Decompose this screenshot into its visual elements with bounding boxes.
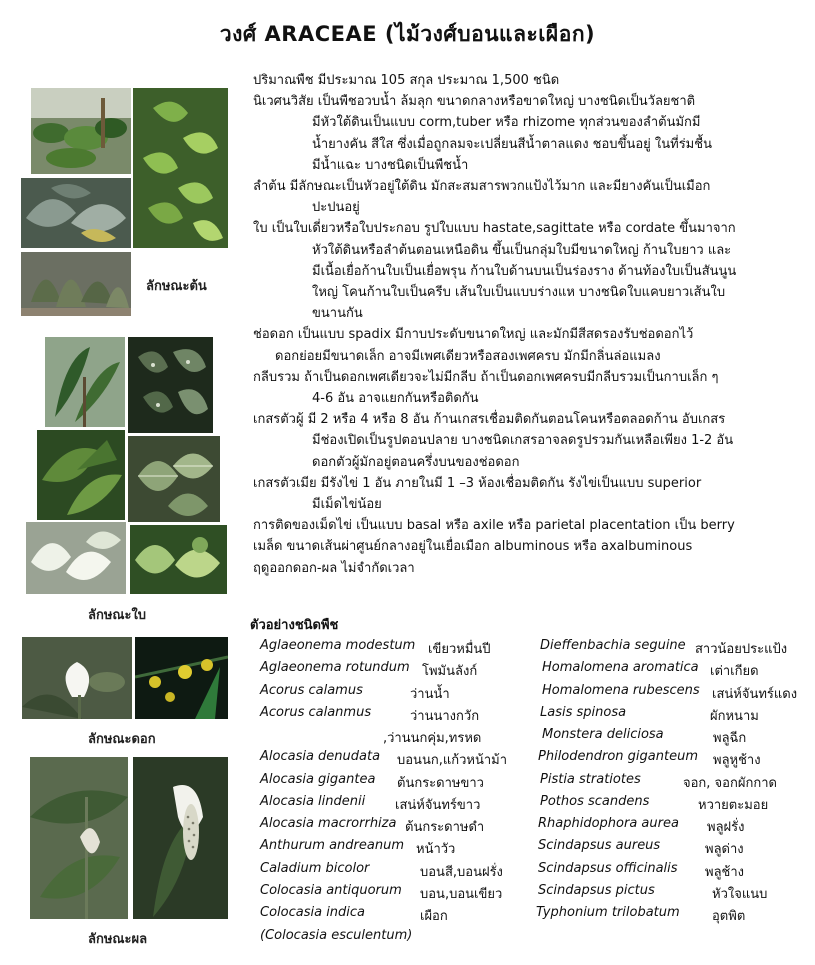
species-item xyxy=(260,638,415,653)
species-thai-name: พลูหูช้าง xyxy=(713,753,761,768)
species-sci-name: Aglaeonema rotundum xyxy=(260,660,410,675)
desc-stamen-cont-2: ดอกตัวผู้มักอยู่ตอนครึ่งบนของช่อดอก xyxy=(312,454,520,470)
species-thai-name: เสน่ห์จันทร์แดง xyxy=(712,687,798,702)
plant-photo-fruit-1 xyxy=(30,757,128,919)
plant-photo-leaf-2 xyxy=(128,337,213,433)
species-thai-name: พลูช้าง xyxy=(705,865,745,880)
species-sci-name: Aglaeonema modestum xyxy=(260,638,416,653)
species-thai-name: ว่านน้ำ xyxy=(410,687,450,702)
plant-photo-stem-2 xyxy=(133,88,228,248)
species-sci-name: Alocasia macrorrhiza xyxy=(260,816,397,831)
species-sci-name: Homalomena rubescens xyxy=(542,683,700,698)
desc-leaf-cont-2: มีเนื้อเยื่อก้านใบเป็นเยื่อพรุน ก้านใบด้านบนเป็นร่องราง ด้านท้องใบเป็นสันนูน xyxy=(312,263,737,279)
caption-fruit: ลักษณะผล xyxy=(88,932,148,947)
species-sci-name: Pistia stratiotes xyxy=(540,772,641,787)
species-thai-name: เผือก xyxy=(420,909,448,924)
desc-perianth-cont: 4-6 อัน อาจแยกกันหรือติดกัน xyxy=(312,391,479,407)
species-sci-name: Dieffenbachia seguine xyxy=(540,638,686,653)
species-item xyxy=(542,660,699,675)
species-sci-name: Anthurum andreanum xyxy=(260,838,404,853)
plant-photo-stem-4 xyxy=(21,252,131,316)
species-item xyxy=(538,816,679,831)
species-item xyxy=(260,928,412,943)
species-thai-name: สาวน้อยประแป้ง xyxy=(695,642,788,657)
plant-photo-leaf-3 xyxy=(37,430,125,520)
species-thai-name: ผักหนาม xyxy=(710,709,759,724)
desc-stem: ลำต้น มีลักษณะเป็นหัวอยู่ใต้ดิน มักสะสมสารพวกแป้งไว้มาก และมียางคันเป็นเมือก xyxy=(253,179,711,195)
species-item xyxy=(260,861,369,876)
species-sci-name: Monstera deliciosa xyxy=(542,727,664,742)
species-item xyxy=(540,705,626,720)
species-thai-name: เต่าเกียด xyxy=(710,664,759,679)
desc-habit-cont-3: มีน้ำแฉะ บางชนิดเป็นพืชน้ำ xyxy=(312,157,469,173)
species-sci-name: Alocasia denudata xyxy=(260,749,381,764)
species-thai-name: พลูฝรั่ง xyxy=(707,820,745,835)
species-item xyxy=(260,816,396,831)
species-thai-name: บอนสี,บอนฝรั่ง xyxy=(420,865,503,880)
species-item xyxy=(260,838,404,853)
species-thai-name: ต้นกระดาษขาว xyxy=(397,776,484,791)
species-thai-name: ต้นกระดาษดำ xyxy=(405,820,485,835)
species-thai-name: พลูด่าง xyxy=(705,842,744,857)
species-thai-name: จอก, จอกผักกาด xyxy=(683,776,777,791)
species-sci-name: Lasis spinosa xyxy=(540,705,627,720)
plant-photo-flower-2 xyxy=(135,637,228,719)
desc-leaf-cont-1: หัวใต้ดินหรือลำต้นตอนเหนือดิน ขึ้นเป็นกลุ่มใบมีขนาดใหญ่ ก้านใบยาว และ xyxy=(312,242,732,258)
species-sci-name: Colocasia indica xyxy=(260,905,366,920)
species-item xyxy=(536,905,680,920)
species-item xyxy=(540,638,686,653)
species-section-title: ตัวอย่างชนิดพืช xyxy=(250,618,339,633)
species-sci-name: Scindapsus pictus xyxy=(538,883,655,898)
species-thai-name: อุตพิต xyxy=(712,909,746,924)
desc-leaf-cont-3: ใหญ่ โคนก้านใบเป็นครีบ เส้นใบเป็นแบบร่างแห บางชนิดใบแคบยาวเส้นใบ xyxy=(312,285,726,301)
species-item xyxy=(260,905,365,920)
desc-placentation: การติดของเม็ดไข่ เป็นแบบ basal หรือ axile หรือ parietal placentation เป็น berry xyxy=(253,518,735,534)
species-item xyxy=(538,749,698,764)
plant-photo-leaf-6 xyxy=(130,525,227,594)
desc-leaf-cont-4: ขนานกัน xyxy=(312,306,363,322)
species-sci-name: Scindapsus aureus xyxy=(538,838,661,853)
species-sci-name: Pothos scandens xyxy=(540,794,650,809)
species-item xyxy=(542,683,700,698)
species-sci-name: Colocasia antiquorum xyxy=(260,883,402,898)
species-sci-name: Acorus calanmus xyxy=(260,705,372,720)
species-sci-name: Typhonium trilobatum xyxy=(536,905,680,920)
desc-leaf: ใบ เป็นใบเดี่ยวหรือใบประกอบ รูปใบแบบ hastate,sagittate หรือ cordate ขึ้นมาจาก xyxy=(253,221,736,237)
species-thai-name: บอน,บอนเขียว xyxy=(420,887,503,902)
plant-photo-fruit-2 xyxy=(133,757,228,919)
species-sci-name: Philodendron giganteum xyxy=(538,749,698,764)
species-thai-name: ,ว่านนกคุ่ม,ทรหด xyxy=(383,731,482,746)
species-item xyxy=(260,749,380,764)
species-sci-name: Homalomena aromatica xyxy=(542,660,699,675)
desc-seed: เมล็ด ขนาดเส้นผ่าศูนย์กลางอยู่ในเยื่อเมือก albuminous หรือ axalbuminous xyxy=(253,539,693,555)
desc-season: ฤดูออกดอก-ผล ไม่จำกัดเวลา xyxy=(253,560,415,576)
desc-stamen-cont-1: มีช่องเปิดเป็นรูปตอนปลาย บางชนิดเกสรอาจลดรูปรวมกันเหลือเพียง 1-2 อัน xyxy=(312,433,734,449)
plant-photo-leaf-5 xyxy=(26,522,126,594)
desc-perianth: กลีบรวม ถ้าเป็นดอกเพศเดียวจะไม่มีกลีบ ถ้าเป็นดอกเพศครบมีกลีบรวมเป็นกาบเล็ก ๆ xyxy=(253,369,719,385)
species-item xyxy=(540,794,649,809)
desc-stem-cont: ปะปนอยู่ xyxy=(312,200,360,216)
species-sci-name: Alocasia gigantea xyxy=(260,772,376,787)
species-item xyxy=(542,727,664,742)
species-item xyxy=(260,883,402,898)
desc-habit-cont-1: มีหัวใต้ดินเป็นแบบ corm,tuber หรือ rhizome ทุกส่วนของลำต้นมักมี xyxy=(312,115,701,131)
species-sci-name: Alocasia lindenii xyxy=(260,794,366,809)
species-sci-name: Rhaphidophora aurea xyxy=(538,816,679,831)
caption-stem: ลักษณะต้น xyxy=(146,279,207,294)
plant-photo-flower-1 xyxy=(22,637,132,719)
species-thai-name: เขียวหมื่นปี xyxy=(428,642,491,657)
species-thai-name: หัวใจแนบ xyxy=(712,887,768,902)
desc-pistil-cont: มีเม็ดไข่น้อย xyxy=(312,497,382,513)
plant-photo-leaf-1 xyxy=(45,337,125,427)
species-item xyxy=(538,883,655,898)
species-item xyxy=(538,861,678,876)
species-thai-name: พลูฉีก xyxy=(713,731,747,746)
species-sci-name: Caladium bicolor xyxy=(260,861,370,876)
page-title: วงศ์ ARACEAE (ไม้วงศ์บอนและเผือก) xyxy=(219,22,596,46)
species-sci-name: (Colocasia esculentum) xyxy=(260,928,413,943)
species-item xyxy=(260,660,410,675)
desc-stamen: เกสรตัวผู้ มี 2 หรือ 4 หรือ 8 อัน ก้านเกสรเชื่อมติดกันตอนโคนหรือตลอดก้าน อับเกสร xyxy=(253,412,726,428)
desc-pistil: เกสรตัวเมีย มีรังไข่ 1 อัน ภายในมี 1 –3 ห้องเชื่อมติดกัน รังไข่เป็นแบบ superior xyxy=(253,475,702,491)
plant-photo-stem-1 xyxy=(31,88,131,174)
caption-leaf: ลักษณะใบ xyxy=(88,608,147,623)
plant-photo-stem-3 xyxy=(21,178,131,248)
species-thai-name: หวายตะมอย xyxy=(698,798,769,813)
species-sci-name: Acorus calamus xyxy=(260,683,363,698)
species-thai-name: โพมันลังก์ xyxy=(422,664,478,679)
desc-habit-cont-2: น้ำยางคัน สีใส ซึ่งเมื่อถูกลมจะเปลี่ยนสีน้ำตาลแดง ชอบขึ้นอยู่ ในที่ร่มชื้น xyxy=(312,136,712,152)
species-item xyxy=(540,772,641,787)
species-thai-name: หน้าวัว xyxy=(416,842,456,857)
species-thai-name: เสน่ห์จันทร์ขาว xyxy=(395,798,481,813)
desc-habit: นิเวศนวิสัย เป็นพืชอวบน้ำ ล้มลุก ขนาดกลางหรือขาดใหญ่ บางชนิดเป็นวัลยชาติ xyxy=(253,94,696,110)
desc-inflorescence: ช่อดอก เป็นแบบ spadix มีกาบประดับขนาดใหญ่ และมักมีสีสดรองรับช่อดอกไว้ xyxy=(253,327,694,343)
species-item xyxy=(260,772,375,787)
species-item xyxy=(260,705,371,720)
species-thai-name: บอนนก,แก้วหน้าม้า xyxy=(397,753,508,768)
species-item xyxy=(260,794,365,809)
desc-plant-count: ปริมาณพืช มีประมาณ 105 สกุล ประมาณ 1,500 ชนิด xyxy=(253,73,560,88)
caption-flower: ลักษณะดอก xyxy=(88,732,156,747)
species-item xyxy=(260,683,363,698)
species-sci-name: Scindapsus officinalis xyxy=(538,861,678,876)
species-item xyxy=(538,838,660,853)
description-block xyxy=(253,70,808,579)
species-thai-name: ว่านนางกวัก xyxy=(410,709,480,724)
desc-inflorescence-cont: ดอกย่อยมีขนาดเล็ก อาจมีเพศเดียวหรือสองเพศครบ มักมีกลิ่นล่อแมลง xyxy=(275,348,661,364)
plant-photo-leaf-4 xyxy=(128,436,220,522)
